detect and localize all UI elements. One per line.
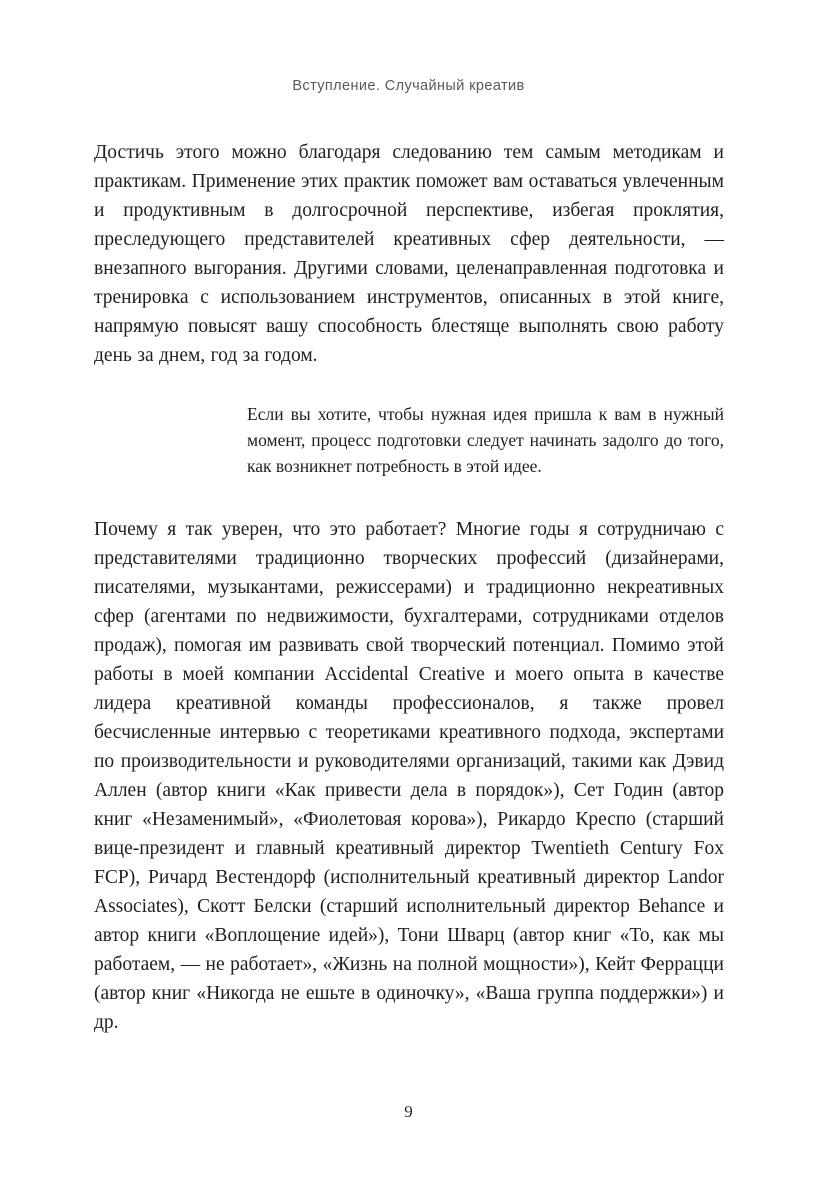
- page-number: 9: [404, 1102, 413, 1121]
- paragraph-1: Достичь этого можно благодаря следованию тем самым методикам и практикам. Применение этих практик поможет вам оставаться увлеченным и продуктивным в долгосрочной перспективе, избегая проклятия, преследующего представителей креативных сфер деятельности, — внезапного выгорания. Другими словами, целенаправленная подготовка и тренировка с использованием инструментов, описанных в этой книге, напрямую повысят вашу способность блестяще выполнять свою работу день за днем, год за годом.: [94, 142, 724, 366]
- page-content: [94, 138, 724, 1037]
- block-quote: Если вы хотите, чтобы нужная идея пришла к вам в нужный момент, процесс подготовки следует начинать задолго до того, как возникнет потребность в этой идее.: [247, 404, 724, 476]
- paragraph-2: Почему я так уверен, что это работает? Многие годы я сотрудничаю с представителями традиционно творческих профессий (дизайнерами, писателями, музыкантами, режиссерами) и традиционно некреативных сфер (агентами по недвижимости, бухгалтерами, сотрудниками отделов продаж), помогая им развивать свой творческий потенциал. Помимо этой работы в моей компании Accidental Creative и моего опыта в качестве лидера креативной команды профессионалов, я также провел бесчисленные интервью с теоретиками креативного подхода, экспертами по производительности и руководителями организаций, такими как Дэвид Аллен (автор книги «Как привести дела в порядок»), Сет Годин (автор книг «Незаменимый», «Фиолетовая корова»), Рикардо Креспо (старший вице-президент и главный креативный директор Twentieth Century Fox FCP), Ричард Вестендорф (исполнительный креативный директор Landor Associates), Скотт Белски (старший исполнительный директор Behance и автор книги «Воплощение идей»), Тони Шварц (автор книг «То, как мы работаем, — не работает», «Жизнь на полной мощности»), Кейт Феррацци (автор книг «Никогда не ешьте в одиночку», «Ваша группа поддержки») и др.: [94, 519, 724, 1033]
- running-header: Вступление. Случайный креатив: [292, 78, 525, 94]
